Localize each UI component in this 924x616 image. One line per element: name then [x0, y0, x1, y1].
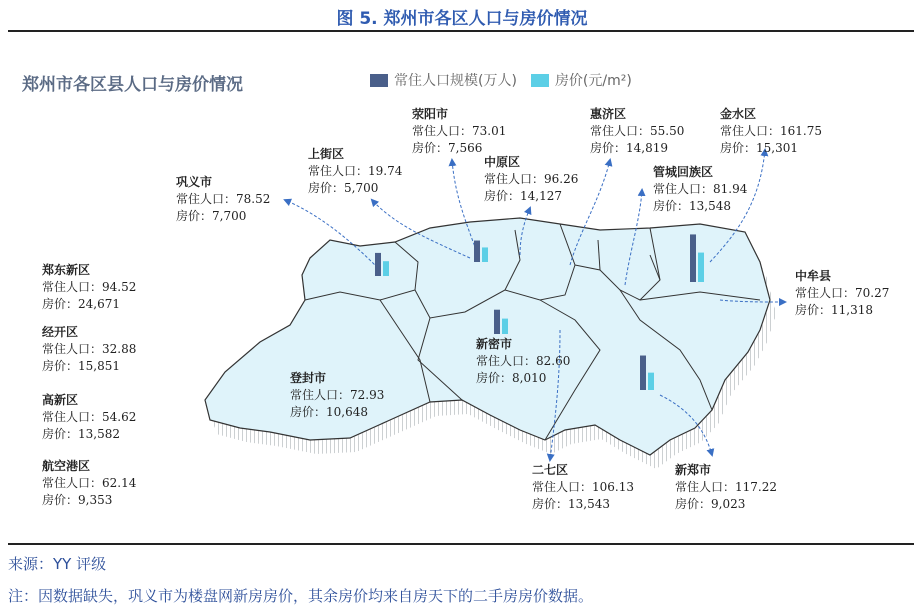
- population-bar: [690, 234, 696, 282]
- district-price: 房价：9,353: [42, 493, 113, 507]
- district-label: [308, 146, 402, 197]
- district-population: 常住人口：70.27: [795, 286, 890, 300]
- legend-label-population: 常住人口规模(万人): [394, 73, 517, 89]
- district-name: 巩义市: [176, 175, 213, 189]
- population-bar: [494, 310, 500, 334]
- district-label: [590, 106, 684, 157]
- district-population: 常住人口：106.13: [532, 480, 634, 494]
- district-label: [484, 154, 578, 205]
- district-label: [42, 262, 136, 313]
- district-population: 常住人口：82.60: [476, 354, 571, 368]
- district-population: 常住人口：54.62: [42, 410, 137, 424]
- district-price: 房价：9,023: [675, 497, 746, 511]
- district-price: 房价：13,543: [532, 497, 610, 511]
- district-population: 常住人口：161.75: [720, 124, 822, 138]
- price-bar: [482, 247, 488, 262]
- district-population: 常住人口：55.50: [590, 124, 685, 138]
- district-name: 登封市: [290, 371, 327, 385]
- chart-title: 郑州市各区县人口与房价情况: [22, 75, 243, 95]
- district-name: 新密市: [476, 337, 513, 351]
- district-population: 常住人口：72.93: [290, 388, 385, 402]
- legend-label-price: 房价(元/m²): [554, 73, 632, 89]
- district-population: 常住人口：81.94: [653, 182, 748, 196]
- district-label: [176, 174, 270, 225]
- district-label: [476, 336, 570, 387]
- district-price: 房价：15,851: [42, 359, 120, 373]
- district-label: [795, 268, 889, 319]
- district-name: 二七区: [532, 463, 569, 477]
- district-label: [290, 370, 384, 421]
- district-name: 新郑市: [675, 463, 712, 477]
- population-bar: [375, 253, 381, 276]
- district-name: 惠济区: [590, 107, 627, 121]
- district-label: [532, 462, 634, 513]
- district-price: 房价：24,671: [42, 297, 120, 311]
- district-population: 常住人口：117.22: [675, 480, 777, 494]
- district-price: 房价：10,648: [290, 405, 368, 419]
- district-label: [653, 164, 747, 215]
- district-name: 上街区: [308, 147, 345, 161]
- figure-title: 图 5. 郑州市各区人口与房价情况: [336, 9, 588, 29]
- price-bar: [502, 319, 508, 334]
- district-name: 管城回族区: [653, 165, 714, 179]
- district-name: 郑东新区: [42, 263, 91, 277]
- bottom-rule: [8, 543, 914, 545]
- district-price: 房价：11,318: [795, 303, 873, 317]
- district-label: [720, 106, 822, 157]
- district-label: [42, 458, 136, 509]
- district-population: 常住人口：94.52: [42, 280, 137, 294]
- district-price: 房价：14,819: [590, 141, 668, 155]
- footnote: 注：因数据缺失，巩义市为楼盘网新房房价，其余房价均来自房天下的二手房房价数据。: [8, 587, 594, 605]
- district-name: 中原区: [484, 155, 521, 169]
- district-label: [42, 392, 136, 443]
- population-bar: [474, 241, 480, 262]
- price-bar: [383, 261, 389, 276]
- district-label: [42, 324, 136, 375]
- district-population: 常住人口：96.26: [484, 172, 579, 186]
- district-population: 常住人口：19.74: [308, 164, 403, 178]
- district-population: 常住人口：62.14: [42, 476, 137, 490]
- district-price: 房价：7,566: [412, 141, 483, 155]
- price-bar: [648, 373, 654, 390]
- district-price: 房价：14,127: [484, 189, 562, 203]
- district-population: 常住人口：73.01: [412, 124, 507, 138]
- source-note: 来源：YY 评级: [8, 555, 107, 573]
- district-price: 房价：8,010: [476, 371, 547, 385]
- district-price: 房价：7,700: [176, 209, 247, 223]
- district-price: 房价：13,548: [653, 199, 731, 213]
- district-population: 常住人口：78.52: [176, 192, 271, 206]
- district-label: [412, 106, 506, 157]
- district-name: 高新区: [42, 393, 79, 407]
- district-population: 常住人口：32.88: [42, 342, 137, 356]
- district-price: 房价：13,582: [42, 427, 120, 441]
- population-bar: [640, 356, 646, 390]
- district-name: 航空港区: [42, 459, 91, 473]
- district-price: 房价：5,700: [308, 181, 379, 195]
- district-name: 经开区: [42, 325, 79, 339]
- district-name: 荥阳市: [412, 107, 449, 121]
- district-name: 中牟县: [795, 269, 832, 283]
- price-bar: [698, 253, 704, 282]
- district-price: 房价：15,301: [720, 141, 798, 155]
- district-name: 金水区: [720, 107, 757, 121]
- district-label: [675, 462, 777, 513]
